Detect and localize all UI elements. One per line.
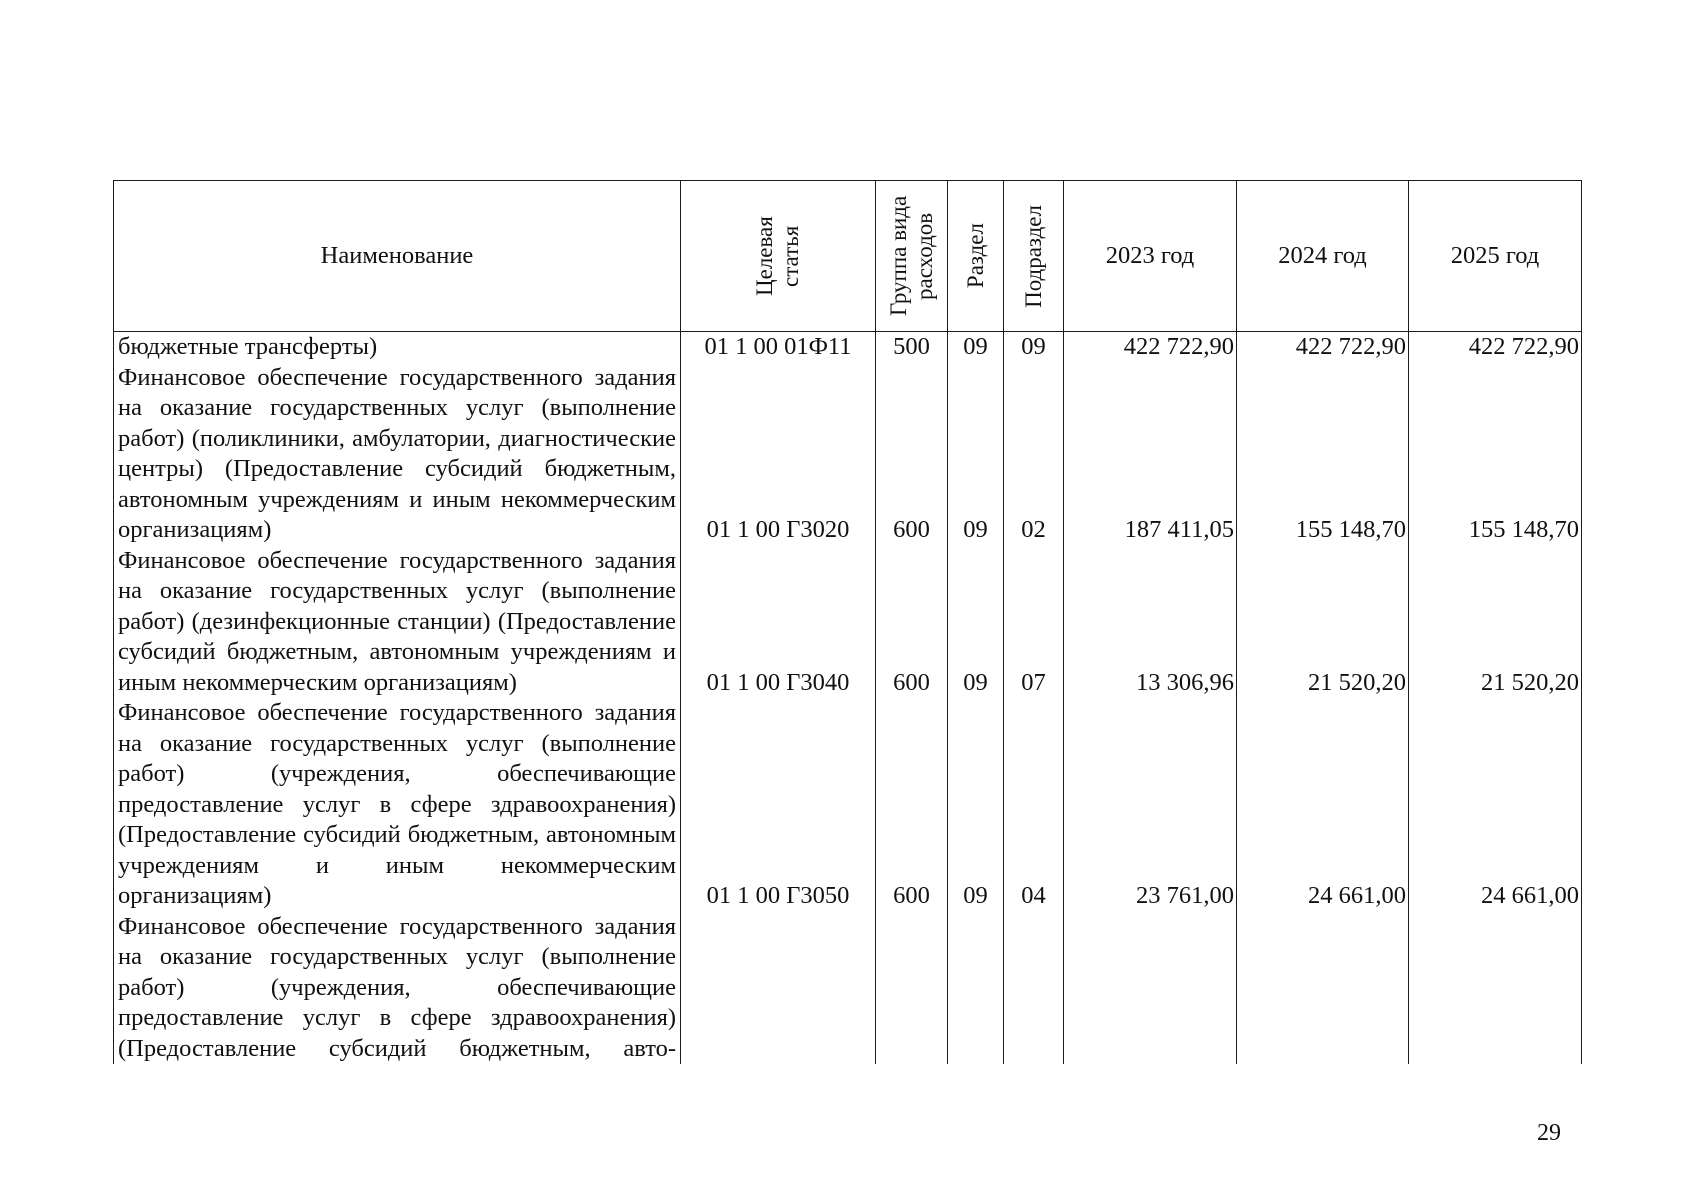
row-section: 09 <box>948 363 1004 546</box>
row-section: 09 <box>948 698 1004 912</box>
table-row <box>114 912 1582 1065</box>
row-subsection: 02 <box>1004 363 1064 546</box>
row-group: 600 <box>876 698 948 912</box>
header-group-label: Группа вида расходов <box>885 195 937 317</box>
header-target <box>681 181 876 332</box>
row-target <box>681 912 876 1065</box>
row-group <box>876 912 948 1065</box>
row-2024 <box>1237 912 1409 1065</box>
header-2024: 2024 год <box>1237 181 1409 332</box>
table-header <box>114 181 1582 332</box>
header-2025: 2025 год <box>1409 181 1582 332</box>
row-subsection: 07 <box>1004 546 1064 699</box>
row-name: Финансовое обеспечение государственного задания на оказание государственных услуг (выполнение работ) (учреждения, обеспечивающие предоставление услуг в сфере здравоохранения) (Предоставление субсидий бюджетным, авто- <box>114 912 681 1065</box>
row-2023: 422 722,90 <box>1064 332 1237 363</box>
row-section <box>948 912 1004 1065</box>
row-group: 500 <box>876 332 948 363</box>
row-group: 600 <box>876 363 948 546</box>
row-target: 01 1 00 01Ф11 <box>681 332 876 363</box>
row-name: Финансовое обеспечение государственного задания на оказание государственных услуг (выполнение работ) (дезинфекционные станции) (Предоставление субсидий бюджетным, автономным учреждениям и иным некоммерческим организациям) <box>114 546 681 699</box>
row-name: Финансовое обеспечение государственного задания на оказание государственных услуг (выполнение работ) (поликлиники, амбулатории, диагностические центры) (Предоставление субсидий бюджетным, автономным учреждениям и иным некоммерческим организациям) <box>114 363 681 546</box>
row-group: 600 <box>876 546 948 699</box>
row-subsection: 09 <box>1004 332 1064 363</box>
row-2024: 422 722,90 <box>1237 332 1409 363</box>
row-2025: 155 148,70 <box>1409 363 1582 546</box>
header-subsection-label: Подраздел <box>1020 204 1046 308</box>
row-2023 <box>1064 912 1237 1065</box>
row-subsection <box>1004 912 1064 1065</box>
header-target-label: Целевая статья <box>752 216 803 296</box>
row-2023: 13 306,96 <box>1064 546 1237 699</box>
row-2025: 21 520,20 <box>1409 546 1582 699</box>
page-number: 29 <box>1537 1120 1561 1146</box>
row-target: 01 1 00 Г3050 <box>681 698 876 912</box>
row-section: 09 <box>948 546 1004 699</box>
table-row <box>114 332 1582 363</box>
row-2025: 24 661,00 <box>1409 698 1582 912</box>
header-section <box>948 181 1004 332</box>
table-body <box>114 332 1582 1065</box>
row-2024: 21 520,20 <box>1237 546 1409 699</box>
header-2023: 2023 год <box>1064 181 1237 332</box>
header-group <box>876 181 948 332</box>
table-row <box>114 698 1582 912</box>
row-2024: 24 661,00 <box>1237 698 1409 912</box>
row-name: Финансовое обеспечение государственного задания на оказание государственных услуг (выполнение работ) (учреждения, обеспечивающие предоставление услуг в сфере здравоохранения) (Предоставление субсидий бюджетным, автономным учреждениям и иным некоммерческим организациям) <box>114 698 681 912</box>
table-row <box>114 363 1582 546</box>
header-section-label: Раздел <box>962 223 988 289</box>
header-subsection <box>1004 181 1064 332</box>
budget-table <box>113 180 1582 1064</box>
row-section: 09 <box>948 332 1004 363</box>
row-2025 <box>1409 912 1582 1065</box>
row-2024: 155 148,70 <box>1237 363 1409 546</box>
row-2023: 187 411,05 <box>1064 363 1237 546</box>
row-subsection: 04 <box>1004 698 1064 912</box>
row-name: бюджетные трансферты) <box>114 332 681 363</box>
header-name: Наименование <box>114 181 681 332</box>
row-target: 01 1 00 Г3040 <box>681 546 876 699</box>
row-target: 01 1 00 Г3020 <box>681 363 876 546</box>
row-2023: 23 761,00 <box>1064 698 1237 912</box>
table-row <box>114 546 1582 699</box>
row-2025: 422 722,90 <box>1409 332 1582 363</box>
